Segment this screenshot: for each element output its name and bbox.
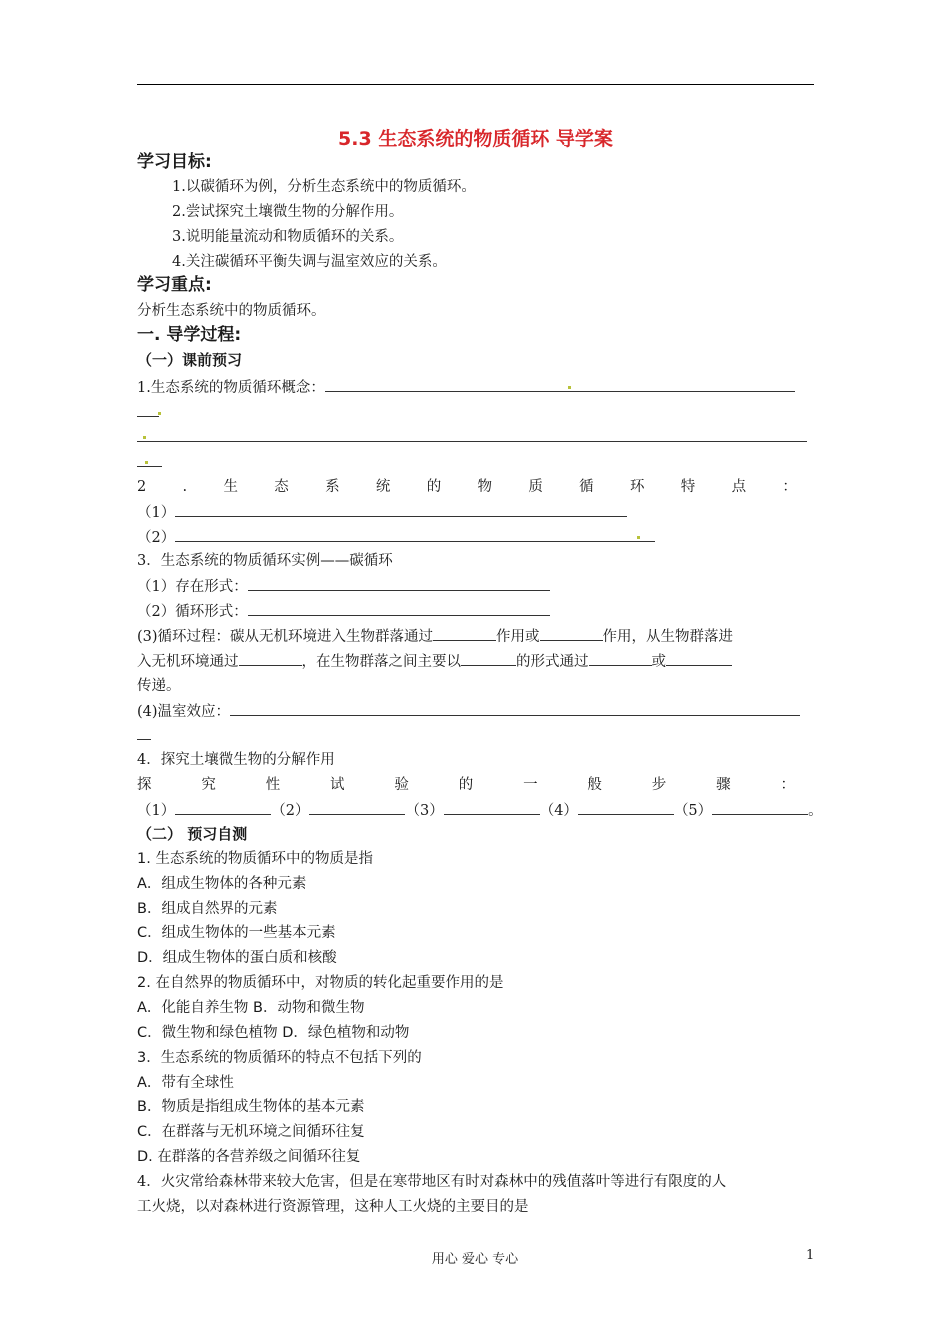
q2-char: 生 bbox=[223, 479, 238, 495]
q1-blank[interactable] bbox=[325, 377, 795, 392]
speck-mark bbox=[568, 386, 571, 389]
q4-step-label: （4） bbox=[539, 803, 578, 819]
q4-char: 究 bbox=[201, 777, 216, 793]
speck-mark bbox=[158, 412, 161, 415]
q3-item-label: （1）存在形式： bbox=[137, 579, 248, 595]
q3-text: 的形式通过 bbox=[516, 654, 589, 670]
q3-text: (3)循环过程：碳从无机环境进入生物群落通过 bbox=[137, 629, 434, 645]
q3-item-4-cont bbox=[137, 725, 151, 746]
q2-char: 质 bbox=[528, 479, 543, 495]
q1-blank-line2 bbox=[137, 427, 807, 448]
q4-step-label: （3） bbox=[405, 803, 444, 819]
q3-blank-1[interactable] bbox=[248, 576, 550, 591]
q4-char: ： bbox=[780, 777, 795, 793]
q3-text: 作用，从生物群落进 bbox=[602, 629, 734, 645]
goal-item: 4.关注碳循环平衡失调与温室效应的关系。 bbox=[172, 254, 447, 270]
q3-blank[interactable] bbox=[666, 651, 732, 666]
test-line: A．带有全球性 bbox=[137, 1075, 234, 1091]
q3-item-3-line2 bbox=[137, 651, 732, 672]
q2-char: ： bbox=[782, 479, 797, 495]
test-line: 3．生态系统的物质循环的特点不包括下列的 bbox=[137, 1050, 422, 1066]
test-line: A．化能自养生物 B．动物和微生物 bbox=[137, 1000, 365, 1016]
q2-char: 的 bbox=[426, 479, 442, 495]
q3-blank-2[interactable] bbox=[248, 601, 550, 616]
q3-blank[interactable] bbox=[239, 651, 302, 666]
q2-char: 2 bbox=[137, 479, 147, 495]
q4-label: 4．探究土壤微生物的分解作用 bbox=[137, 752, 335, 768]
q4-char: 步 bbox=[651, 777, 667, 793]
page-number: 1 bbox=[806, 1248, 815, 1263]
q1-blank-2[interactable] bbox=[137, 427, 807, 442]
q1-blank-line3 bbox=[137, 452, 162, 473]
q2-item-label: （2） bbox=[137, 530, 176, 546]
q2-item-1 bbox=[137, 502, 627, 523]
q2-label bbox=[137, 477, 797, 497]
q4-step-label: （1） bbox=[137, 803, 176, 819]
q3-item-3-line3: 传递。 bbox=[137, 678, 181, 694]
q2-blank-1[interactable] bbox=[175, 502, 627, 517]
q2-char: 物 bbox=[477, 479, 493, 495]
q2-char: 统 bbox=[375, 479, 391, 495]
q3-item-3-line1 bbox=[137, 626, 733, 647]
q4-char: 般 bbox=[587, 777, 602, 793]
q3-blank-4-tail[interactable] bbox=[137, 725, 151, 740]
q4-subtitle bbox=[137, 775, 795, 795]
q3-blank[interactable] bbox=[589, 651, 652, 666]
q4-steps bbox=[137, 800, 823, 821]
q2-char: 系 bbox=[325, 479, 340, 495]
test-line: C．微生物和绿色植物 D．绿色植物和动物 bbox=[137, 1025, 410, 1041]
q1-line bbox=[137, 377, 795, 398]
page-footer: 用心 爱心 专心 bbox=[431, 1252, 519, 1267]
q3-text: ，在生物群落之间主要以 bbox=[301, 654, 461, 670]
q4-step-blank[interactable] bbox=[578, 800, 674, 815]
q2-char: 态 bbox=[274, 479, 289, 495]
q2-char: 环 bbox=[629, 479, 645, 495]
q2-char: 点 bbox=[731, 479, 747, 495]
q4-char: 试 bbox=[330, 777, 345, 793]
q2-char: . bbox=[182, 479, 188, 495]
q4-step-blank[interactable] bbox=[309, 800, 405, 815]
q3-label: 3．生态系统的物质循环实例——碳循环 bbox=[137, 553, 393, 569]
q2-blank-2[interactable] bbox=[175, 527, 655, 542]
q2-char: 循 bbox=[579, 479, 594, 495]
goals-heading: 学习目标: bbox=[137, 152, 212, 172]
selftest-heading: （二） 预习自测 bbox=[137, 825, 248, 843]
header-rule bbox=[137, 84, 814, 85]
goal-item: 3.说明能量流动和物质循环的关系。 bbox=[172, 229, 404, 245]
speck-mark bbox=[143, 436, 146, 439]
q4-char: 验 bbox=[394, 777, 409, 793]
speck-mark bbox=[637, 536, 640, 539]
q4-step-blank[interactable] bbox=[712, 800, 808, 815]
preview-heading: （一）课前预习 bbox=[137, 351, 243, 369]
test-line: 1. 生态系统的物质循环中的物质是指 bbox=[137, 851, 373, 867]
q3-item-label: （2）循环形式： bbox=[137, 604, 248, 620]
test-line: C．在群落与无机环境之间循环往复 bbox=[137, 1124, 365, 1140]
test-line: D．组成生物体的蛋白质和核酸 bbox=[137, 950, 337, 966]
test-line: B．物质是指组成生物体的基本元素 bbox=[137, 1099, 365, 1115]
page-title: 5.3 生态系统的物质循环 导学案 bbox=[338, 128, 613, 150]
q3-text: 或 bbox=[651, 654, 666, 670]
focus-text: 分析生态系统中的物质循环。 bbox=[137, 303, 326, 319]
q3-item-4 bbox=[137, 701, 800, 722]
q4-char: 的 bbox=[458, 777, 474, 793]
q4-char: 性 bbox=[265, 777, 281, 793]
speck-mark bbox=[145, 461, 148, 464]
q4-char: 骤 bbox=[716, 777, 731, 793]
test-line: 2. 在自然界的物质循环中，对物质的转化起重要作用的是 bbox=[137, 975, 504, 991]
q2-char: 特 bbox=[680, 479, 696, 495]
q1-blank-3[interactable] bbox=[137, 452, 162, 467]
q2-item-label: （1） bbox=[137, 505, 176, 521]
q3-item-2 bbox=[137, 601, 550, 622]
q4-char: 探 bbox=[137, 777, 152, 793]
q1-blank-cont bbox=[137, 402, 159, 423]
test-line: D. 在群落的各营养级之间循环往复 bbox=[137, 1149, 361, 1165]
focus-heading: 学习重点: bbox=[137, 275, 212, 295]
q3-blank-4[interactable] bbox=[230, 701, 800, 716]
q4-step-label: （2） bbox=[271, 803, 310, 819]
q4-step-label: （5） bbox=[673, 803, 713, 819]
q3-item-1 bbox=[137, 576, 550, 597]
q1-blank-tail[interactable] bbox=[137, 402, 159, 417]
q2-item-2 bbox=[137, 527, 655, 548]
q3-blank[interactable] bbox=[433, 626, 496, 641]
q1-label: 1.生态系统的物质循环概念： bbox=[137, 380, 325, 396]
goal-item: 1.以碳循环为例，分析生态系统中的物质循环。 bbox=[172, 179, 476, 195]
test-line: A．组成生物体的各种元素 bbox=[137, 876, 307, 892]
q3-blank[interactable] bbox=[461, 651, 516, 666]
test-line: 工火烧，以对森林进行资源管理，这种人工火烧的主要目的是 bbox=[137, 1199, 529, 1215]
q4-step-blank[interactable] bbox=[175, 800, 271, 815]
q4-step-blank[interactable] bbox=[444, 800, 540, 815]
q3-text: 作用或 bbox=[496, 629, 540, 645]
q4-char: 一 bbox=[523, 777, 538, 793]
q3-blank[interactable] bbox=[540, 626, 603, 641]
process-heading: 一. 导学过程: bbox=[137, 325, 242, 345]
goal-item: 2.尝试探究土壤微生物的分解作用。 bbox=[172, 204, 404, 220]
q4-end: 。 bbox=[808, 803, 823, 819]
test-line: C．组成生物体的一些基本元素 bbox=[137, 925, 336, 941]
q3-item-label: (4)温室效应： bbox=[137, 704, 231, 720]
test-line: B．组成自然界的元素 bbox=[137, 901, 278, 917]
q3-text: 入无机环境通过 bbox=[137, 654, 239, 670]
test-line: 4．火灾常给森林带来较大危害，但是在寒带地区有时对森林中的残值落叶等进行有限度的人 bbox=[137, 1174, 727, 1190]
